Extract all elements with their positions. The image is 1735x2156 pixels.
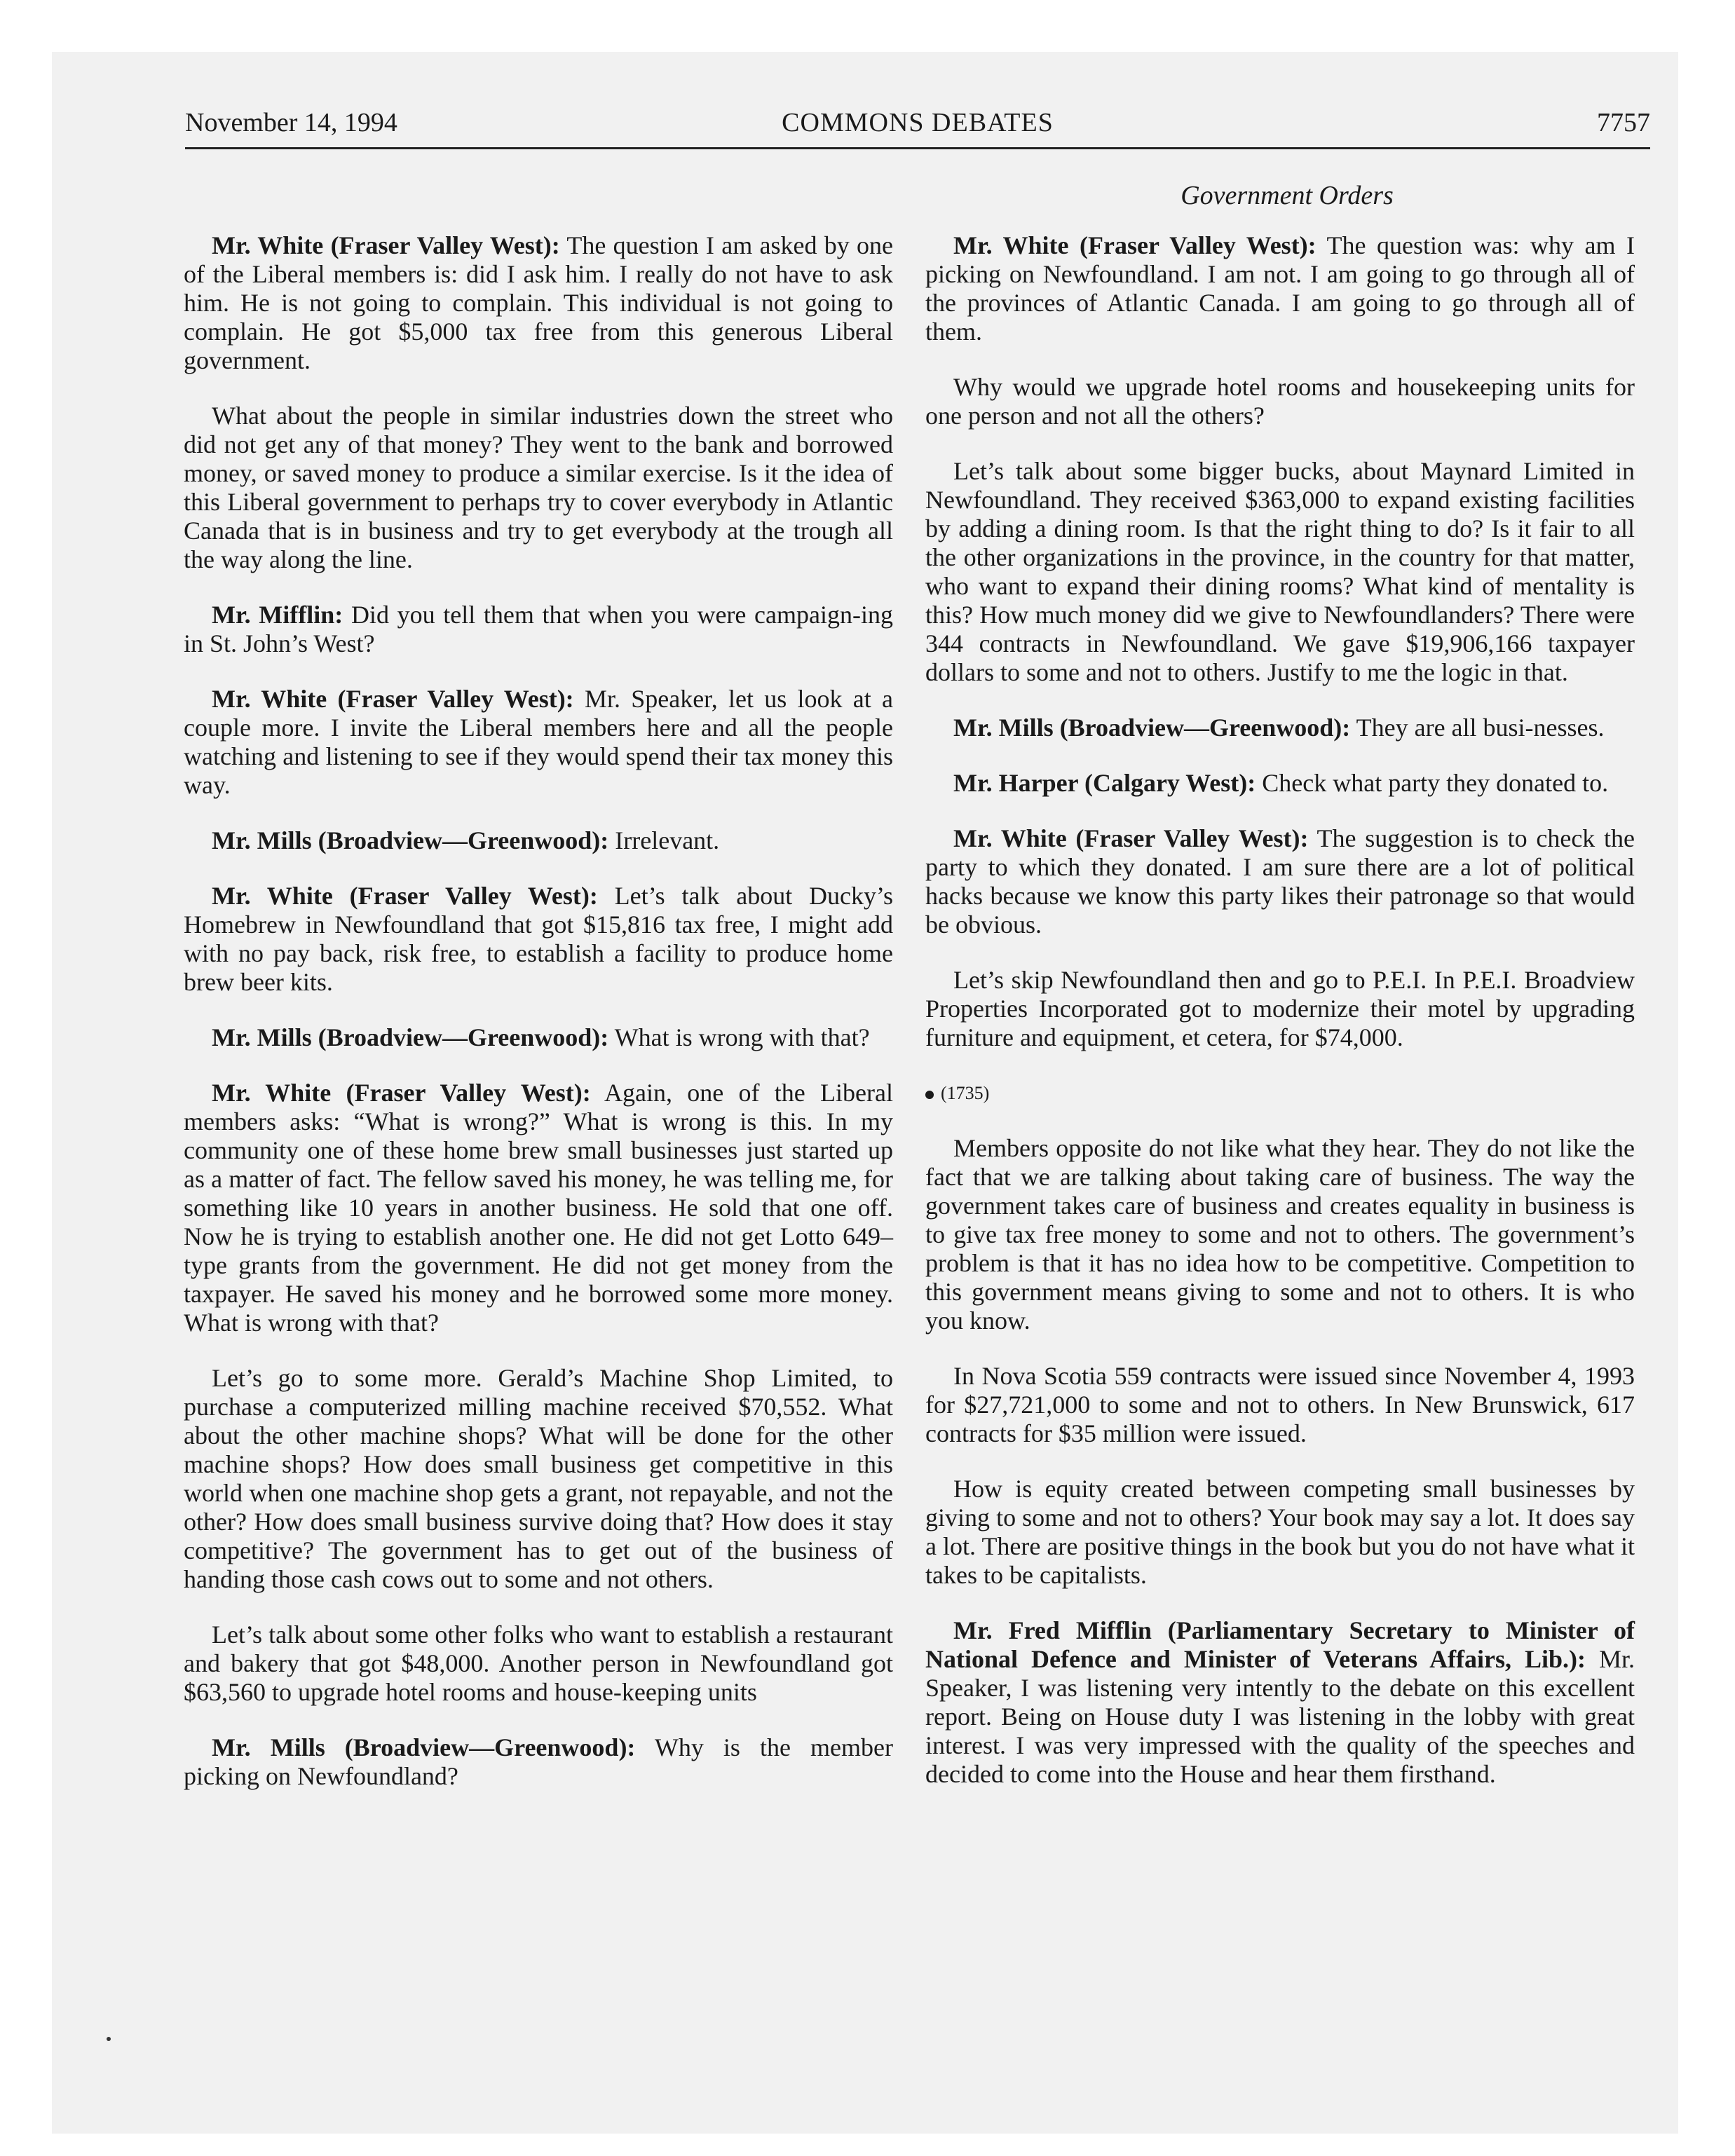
- paragraph-text: Why is the member picking on Newfoundland?: [184, 1733, 893, 1790]
- paragraph: [925, 1616, 1635, 1789]
- paragraph: [925, 769, 1635, 798]
- paragraph: [925, 231, 1635, 346]
- speaker-name: Mr. Mifflin:: [212, 601, 343, 629]
- paragraph-text: Members opposite do not like what they hear. They do not like the fact that we are talking about taking care of business. The way the government takes care of business and creates equality in business is to give tax free money to some and not to others. The government’s problem is that it has no idea how to be competitive. Competition to this government means giving to some and not to others. It is who you know.: [925, 1134, 1635, 1335]
- speaker-name: Mr. Mills (Broadview—Greenwood):: [212, 826, 609, 854]
- paragraph-text: Let’s talk about some other folks who want to establish a restaurant and bakery that got $48,000. Another person in Newfoundland got $63,560 to upgrade hotel rooms and house-keeping units: [184, 1621, 893, 1706]
- time-marker: [925, 1079, 1635, 1107]
- paragraph-text: What is wrong with that?: [608, 1023, 870, 1051]
- speaker-name: Mr. White (Fraser Valley West):: [212, 882, 598, 910]
- paragraph: [925, 457, 1635, 687]
- paragraph: [925, 824, 1635, 939]
- speaker-name: Mr. White (Fraser Valley West):: [212, 685, 574, 713]
- speaker-name: Mr. Mills (Broadview—Greenwood):: [212, 1023, 609, 1051]
- paragraph-text: How is equity created between competing small businesses by giving to some and not to others? Your book may say a lot. It does say a lot. There are positive things in the book but you do not have what it takes to be capitalists.: [925, 1475, 1635, 1589]
- page-number: 7757: [1597, 108, 1650, 137]
- paragraph: [184, 882, 893, 997]
- paragraph-text: Why would we upgrade hotel rooms and housekeeping units for one person and not all the others?: [925, 373, 1635, 430]
- bullet-icon: [925, 1091, 934, 1099]
- page-speck: [107, 2037, 111, 2041]
- header-rule: [185, 147, 1650, 149]
- paragraph-text: Did you tell them that when you were campaign-ing in St. John’s West?: [184, 601, 893, 657]
- paragraph-text: In Nova Scotia 559 contracts were issued since November 4, 1993 for $27,721,000 to some and not to others. In New Brunswick, 617 contracts for $35 million were issued.: [925, 1362, 1635, 1447]
- paragraph: [925, 1362, 1635, 1448]
- speaker-name: Mr. White (Fraser Valley West):: [212, 1079, 591, 1107]
- paragraph: [184, 1079, 893, 1337]
- paragraph-text: Mr. Speaker, I was listening very intently to the debate on this excellent report. Being on House duty I was listening in the lobby with great interest. I was very impressed with the quality of the speeches and decided to come into the House and hear them firsthand.: [925, 1645, 1635, 1788]
- paragraph: [925, 966, 1635, 1052]
- section-label: Government Orders: [1181, 181, 1394, 210]
- left-column: [184, 231, 893, 1817]
- paragraph: [925, 1134, 1635, 1335]
- right-column: [925, 231, 1635, 1815]
- paragraph: [184, 685, 893, 800]
- paragraph-text: Let’s talk about Ducky’s Homebrew in Newfoundland that got $15,816 tax free, I might add with no pay back, risk free, to establish a facility to produce home brew beer kits.: [184, 882, 894, 996]
- speaker-name: Mr. White (Fraser Valley West):: [953, 824, 1309, 852]
- paragraph: [925, 714, 1635, 742]
- speaker-name: Mr. White (Fraser Valley West):: [212, 231, 560, 259]
- paragraph-text: Let’s go to some more. Gerald’s Machine Shop Limited, to purchase a computerized milling machine received $70,552. What about the other machine shops? What will be done for the other machine shops? How does small business get competitive in this world when one machine shop gets a grant, not repayable, and not the other? How does small business survive doing that? How does it stay competitive? The government has to get out of the business of handing those cash cows out to some and not others.: [184, 1364, 893, 1593]
- paragraph: [184, 1364, 893, 1594]
- paragraph: [184, 1733, 893, 1791]
- paragraph-text: What about the people in similar industries down the street who did not get any of that money? They went to the bank and borrowed money, or saved money to produce a similar exercise. Is it the idea of this Liberal government to perhaps try to cover everybody in Atlantic Canada that is in business and try to get everybody at the trough all the way along the line.: [184, 402, 893, 573]
- paragraph-text: The question was: why am I picking on Newfoundland. I am not. I am going to go through all of the provinces of Atlantic Canada. I am going to go through all of them.: [925, 231, 1635, 346]
- paragraph-text: Again, one of the Liberal members asks: “What is wrong?” What is wrong is this. In my community one of these home brew small businesses just started up as a matter of fact. The fellow saved his money, he was telling me, for something like 10 years in another business. He sold that one off. Now he is trying to establish another one. He did not get Lotto 649–type grants from the government. He did not get money from the taxpayer. He saved his money and he borrowed some more money. What is wrong with that?: [184, 1079, 893, 1337]
- speaker-name: Mr. Fred Mifflin (Parliamentary Secretary to Minister of National Defence and Minister of Veterans Affairs, Lib.):: [925, 1616, 1635, 1673]
- paragraph-text: They are all busi-nesses.: [1350, 714, 1605, 742]
- speaker-name: Mr. Harper (Calgary West):: [953, 769, 1256, 797]
- page-header: [185, 105, 1650, 147]
- paragraph: [184, 601, 893, 658]
- paragraph-text: The suggestion is to check the party to which they donated. I am sure there are a lot of political hacks because we know this party likes their patronage so that would be obvious.: [925, 824, 1635, 939]
- header-title: COMMONS DEBATES: [782, 108, 1054, 137]
- paragraph: [184, 826, 893, 855]
- paragraph: [925, 373, 1635, 430]
- speaker-name: Mr. White (Fraser Valley West):: [953, 231, 1316, 259]
- paragraph-text: The question I am asked by one of the Liberal members is: did I ask him. I really do not have to ask him. He is not going to complain. This individual is not going to complain. He got $5,000 tax free from this generous Liberal government.: [184, 231, 893, 374]
- speaker-name: Mr. Mills (Broadview—Greenwood):: [953, 714, 1351, 742]
- paragraph-text: Check what party they donated to.: [1256, 769, 1609, 797]
- time-marker-text: (1735): [941, 1083, 990, 1103]
- paragraph: [925, 1475, 1635, 1590]
- speaker-name: Mr. Mills (Broadview—Greenwood):: [212, 1733, 636, 1761]
- paragraph: [184, 1023, 893, 1052]
- header-date: November 14, 1994: [185, 108, 397, 137]
- paragraph: [184, 1621, 893, 1707]
- paragraph: [184, 402, 893, 574]
- paragraph-text: Let’s skip Newfoundland then and go to P.E.I. In P.E.I. Broadview Properties Incorporated got to modernize their motel by upgrading furniture and equipment, et cetera, for $74,000.: [925, 966, 1635, 1051]
- paragraph: [184, 231, 893, 375]
- paragraph-text: Let’s talk about some bigger bucks, about Maynard Limited in Newfoundland. They received $363,000 to expand existing facilities by adding a dining room. Is that the right thing to do? Is it fair to all the other organizations in the province, in the country for that matter, who want to expand their dining rooms? What kind of mentality is this? How much money did we give to Newfoundlanders? There were 344 contracts in Newfoundland. We gave $19,906,166 taxpayer dollars to some and not to others. Justify to me the logic in that.: [925, 457, 1635, 686]
- paragraph-text: Mr. Speaker, let us look at a couple more. I invite the Liberal members here and all the people watching and listening to see if they would spend their tax money this way.: [184, 685, 893, 799]
- paragraph-text: Irrelevant.: [608, 826, 720, 854]
